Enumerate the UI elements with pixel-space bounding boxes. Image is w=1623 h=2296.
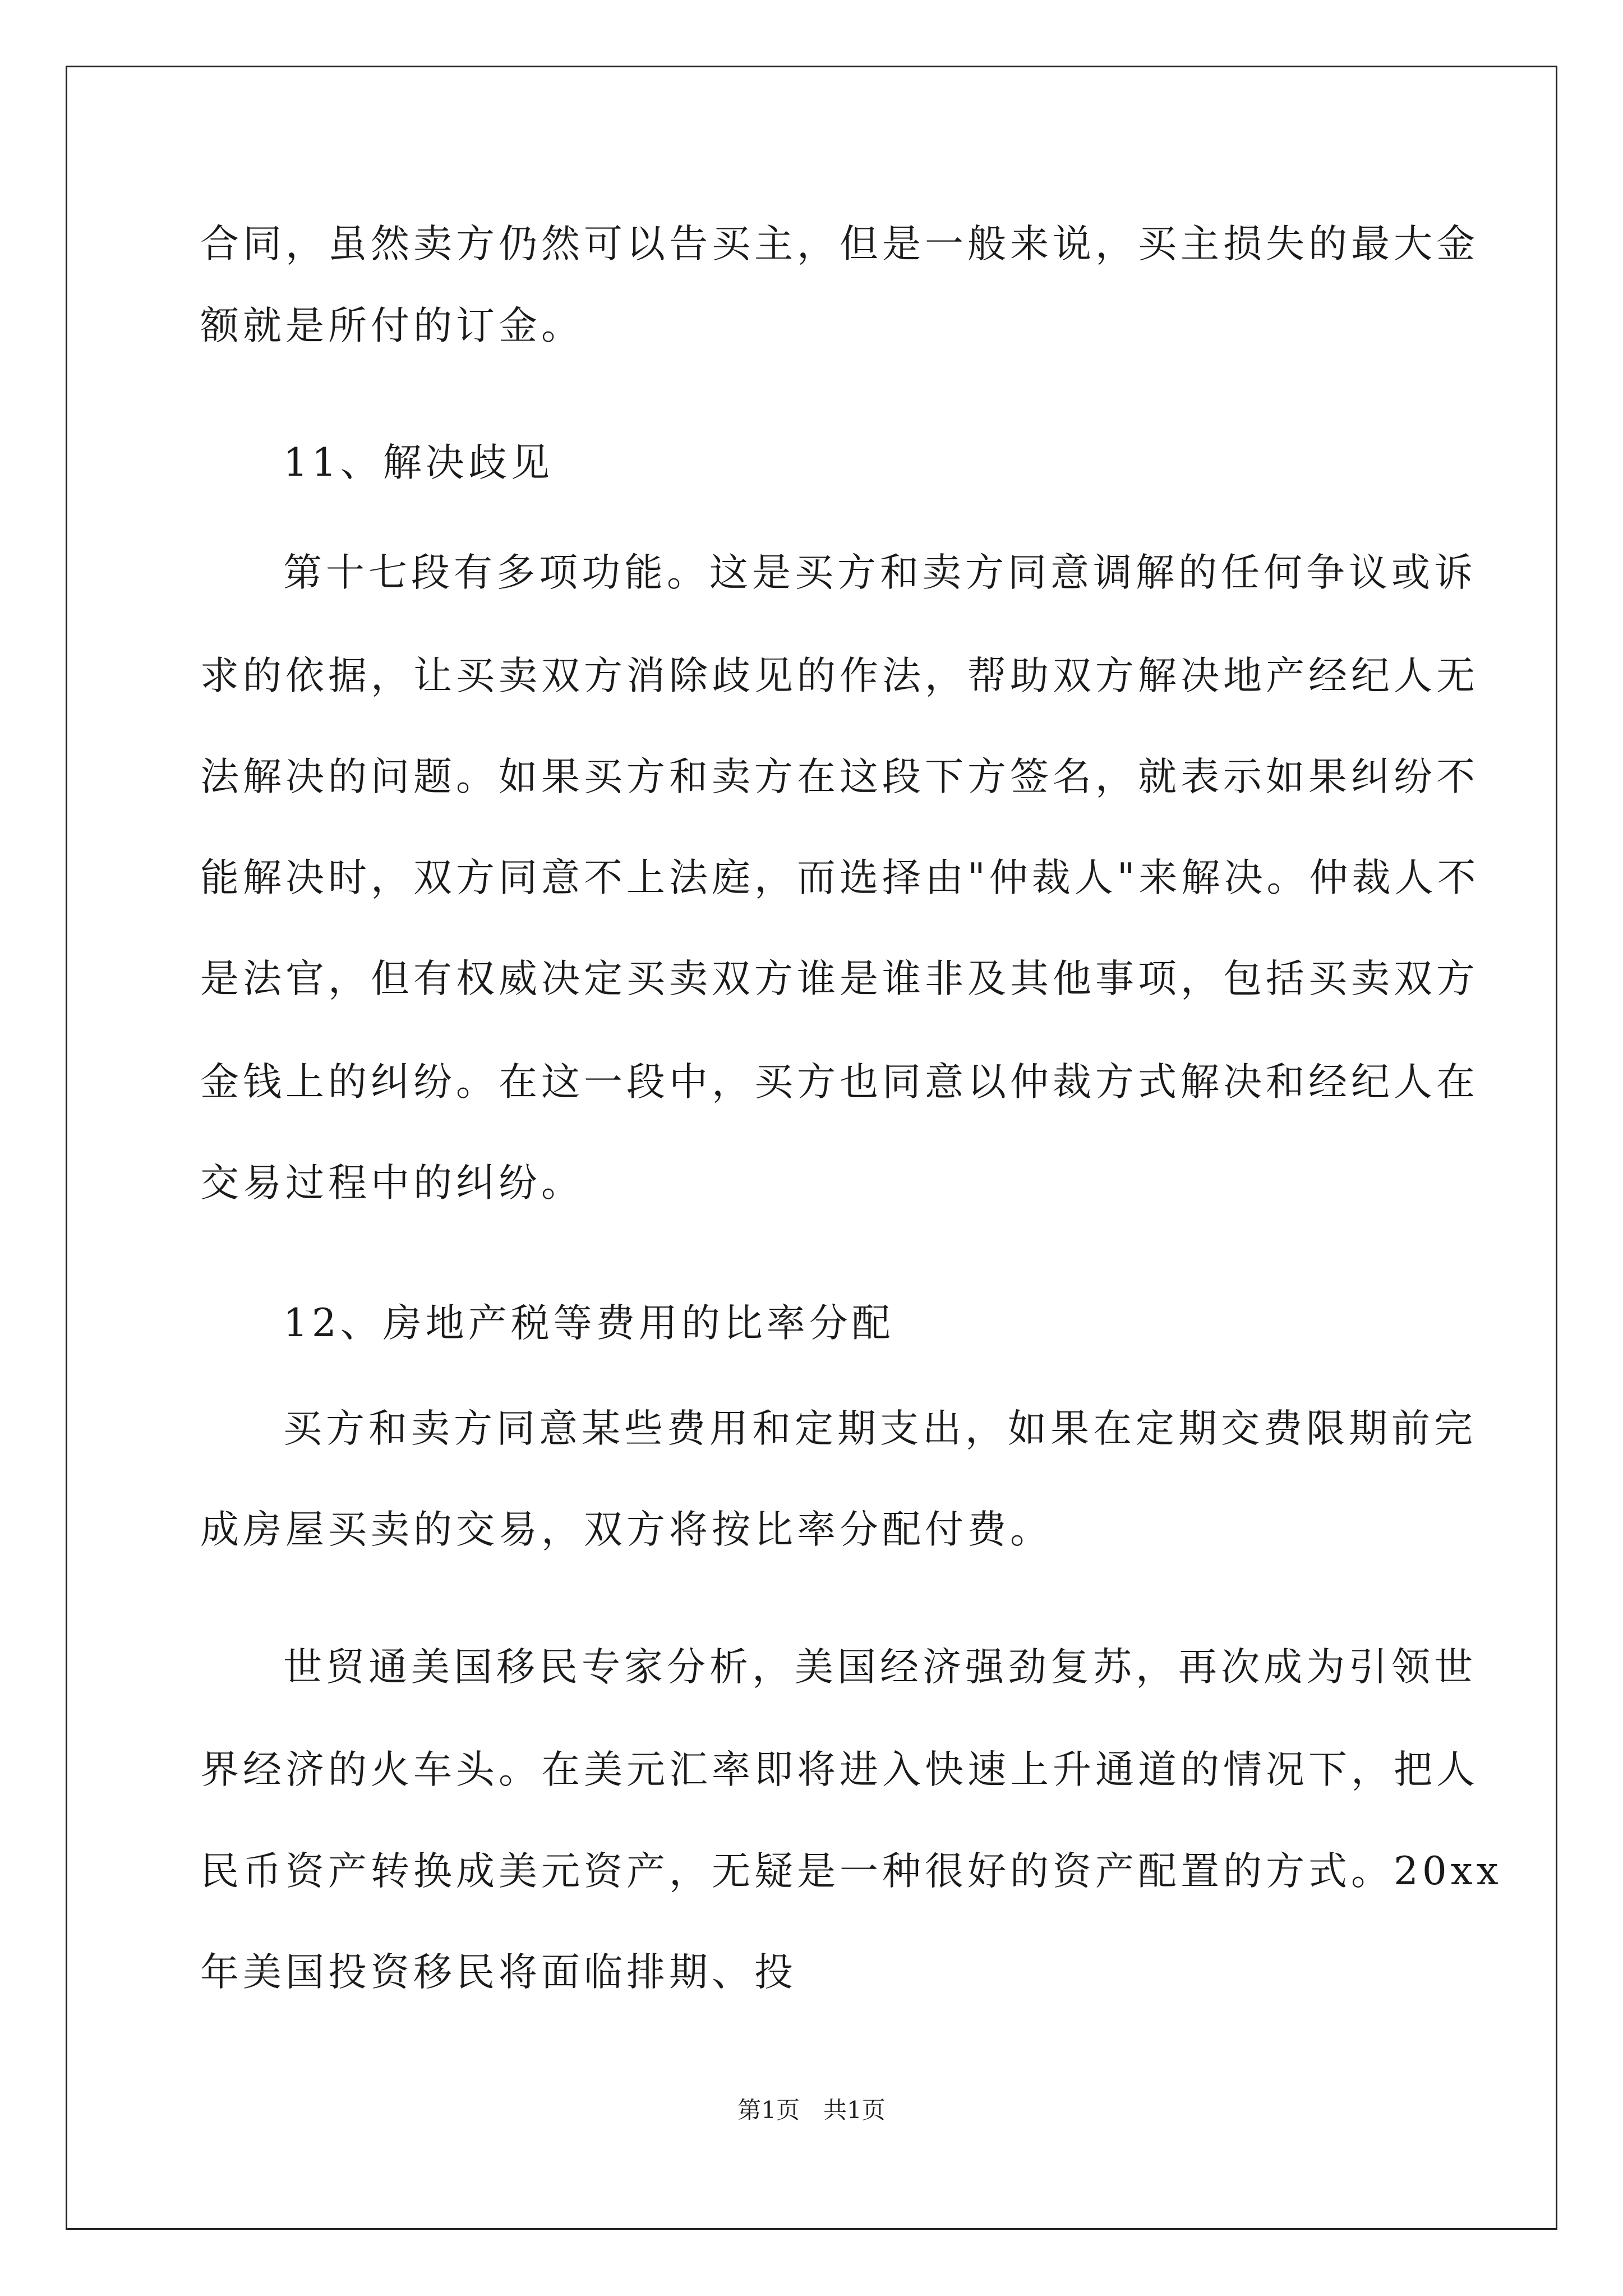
text-line: 交易过程中的纠纷。 xyxy=(200,1161,584,1205)
section-heading: 12、房地产税等费用的比率分配 xyxy=(283,1301,895,1346)
text-line: 成房屋买卖的交易，双方将按比率分配付费。 xyxy=(200,1507,1053,1552)
paragraph-first-line: 世贸通美国移民专家分析，美国经济强劲复苏，再次成为引领世 xyxy=(283,1645,1477,1690)
text-line: 额就是所付的订金。 xyxy=(200,303,584,348)
text-line: 年美国投资移民将面临排期、投 xyxy=(200,1950,797,1995)
text-line: 民币资产转换成美元资产，无疑是一种很好的资产配置的方式。20xx xyxy=(200,1849,1502,1894)
paragraph-first-line: 第十七段有多项功能。这是买方和卖方同意调解的任何争议或诉 xyxy=(283,550,1477,595)
text-line: 求的依据，让买卖双方消除歧见的作法，帮助双方解决地产经纪人无 xyxy=(200,654,1479,698)
text-line: 界经济的火车头。在美元汇率即将进入快速上升通道的情况下，把人 xyxy=(200,1747,1479,1792)
text-line: 合同，虽然卖方仍然可以告买主，但是一般来说，买主损失的最大金 xyxy=(200,222,1479,266)
page-number: 第1页 共1页 xyxy=(737,2096,886,2124)
text-line: 法解决的问题。如果买方和卖方在这段下方签名，就表示如果纠纷不 xyxy=(200,754,1479,799)
page-border xyxy=(66,66,1557,2230)
text-line: 金钱上的纠纷。在这一段中，买方也同意以仲裁方式解决和经纪人在 xyxy=(200,1060,1479,1105)
text-line: 是法官，但有权威决定买卖双方谁是谁非及其他事项，包括买卖双方 xyxy=(200,956,1479,1001)
paragraph-first-line: 买方和卖方同意某些费用和定期支出，如果在定期交费限期前完 xyxy=(283,1406,1477,1451)
text-line: 能解决时，双方同意不上法庭，而选择由"仲裁人"来解决。仲裁人不 xyxy=(200,855,1480,900)
section-heading: 11、解决歧见 xyxy=(283,440,554,485)
